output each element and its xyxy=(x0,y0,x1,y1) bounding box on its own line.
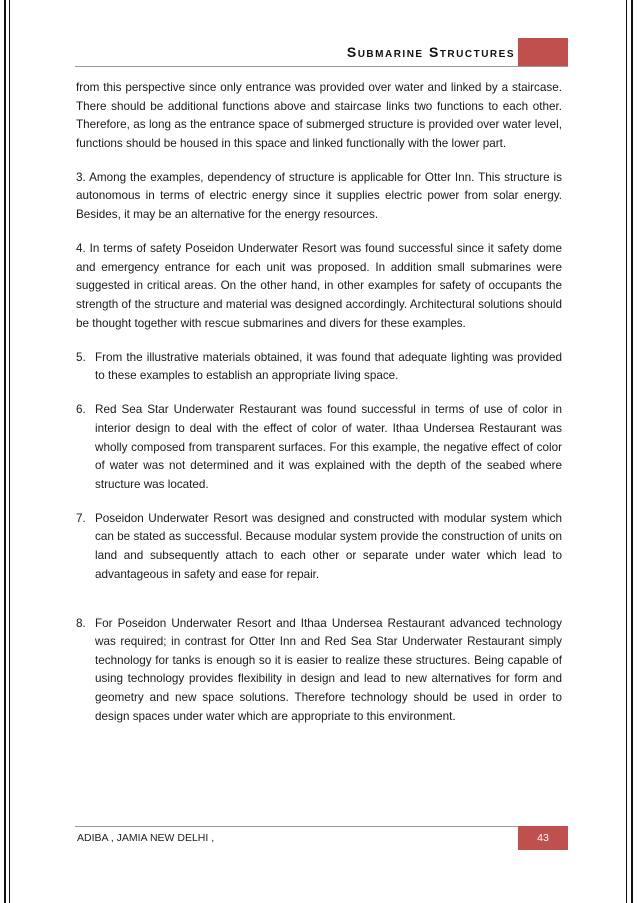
running-header-title: Submarine Structures xyxy=(346,44,515,60)
page-border-left-outer xyxy=(4,0,6,903)
paragraph-3: 3. Among the examples, dependency of structure is applicable for Otter Inn. This structure is autonomous in terms of electric energy since it supplies electric power from solar energy. Besides, it may be an alternative for the energy resources. xyxy=(76,170,562,222)
list-number: 6. xyxy=(76,403,86,417)
header-divider xyxy=(75,66,568,67)
paragraph-4: 4. In terms of safety Poseidon Underwater Resort was found successful since it safety dome and emergency entrance for each unit was proposed. In addition small submarines were suggested in critical areas. On the other hand, in other examples for safety of occupants the strength of the structure and material was designed accordingly. Architectural solutions should be thought together with rescue submarines and divers for these examples. xyxy=(76,242,562,330)
header-accent-box xyxy=(518,38,568,66)
page-border-right-inner xyxy=(626,0,627,903)
list-item-8 xyxy=(76,615,562,727)
list-text: For Poseidon Underwater Resort and Ithaa Undersea Restaurant advanced technology was required; in contrast for Otter Inn and Red Sea Star Underwater Restaurant simply technology for tanks is enough so it is easier to realize these structures. Being capable of using technology provides flexibility in design and lead to new alternatives for form and geometry and new space solutions. Therefore technology should be used in order to design spaces under water which are appropriate to this environment. xyxy=(95,616,562,723)
list-item-6 xyxy=(76,401,562,494)
list-text: From the illustrative materials obtained, it was found that adequate lighting was provided to these examples to establish an appropriate living space. xyxy=(95,350,562,383)
list-number: 7. xyxy=(76,511,86,525)
list-item-7 xyxy=(76,510,562,584)
list-number: 5. xyxy=(76,350,86,364)
page-border-right-outer xyxy=(631,0,633,903)
footer-author: ADIBA , JAMIA NEW DELHI , xyxy=(77,832,215,844)
page-body xyxy=(76,79,562,742)
list-number: 8. xyxy=(76,616,86,630)
spacer xyxy=(76,600,562,615)
list-text: Poseidon Underwater Resort was designed and constructed with modular system which can be stated as successful. Because modular system provide the construction of units on land and subsequently attach to each other or separate under water which lead to advantageous in safety and ease for repair. xyxy=(95,511,562,581)
page-number: 43 xyxy=(537,832,549,844)
list-text: Red Sea Star Underwater Restaurant was found successful in terms of use of color in interior design to deal with the effect of color of water. Ithaa Undersea Restaurant was wholly composed from transparent surfaces. For this example, the negative effect of color of water was not determined and it was explained with the depth of the seabed where structure was located. xyxy=(95,403,562,491)
footer-divider xyxy=(75,826,568,827)
page-border-left-inner xyxy=(9,0,10,903)
list-item-5 xyxy=(76,349,562,386)
paragraph-intro: from this perspective since only entrance was provided over water and linked by a staircase. There should be additional functions above and staircase links two functions to each other. Therefore, as long as the entrance space of submerged structure is provided over water level, functions should be housed in this space and linked functionally with the lower part. xyxy=(76,81,562,150)
